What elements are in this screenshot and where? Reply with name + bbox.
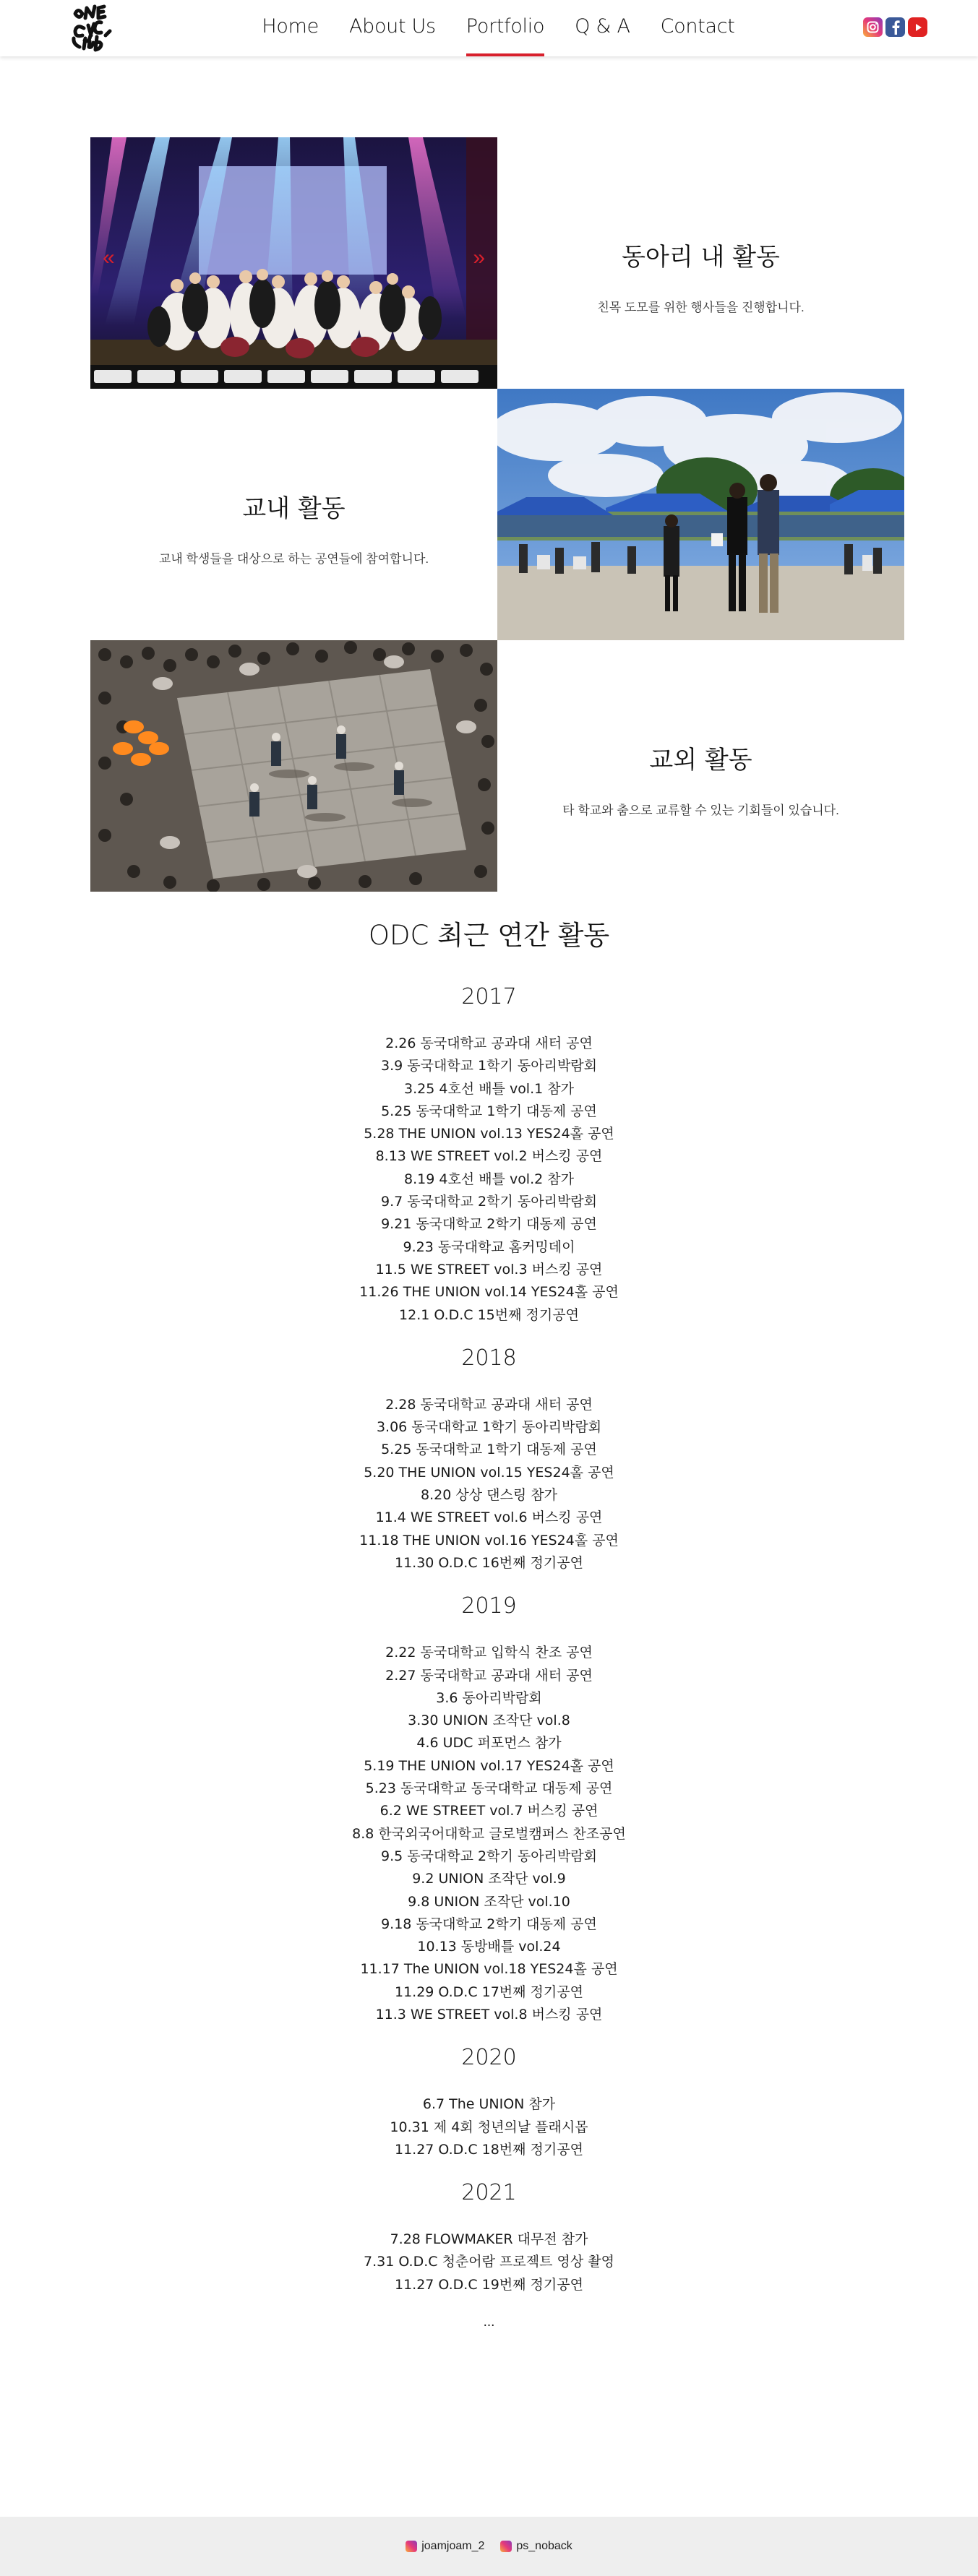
more-indicator: ... bbox=[483, 2314, 495, 2330]
nav-home[interactable]: Home bbox=[262, 15, 319, 38]
annual-activities-title: ODC 최근 연간 활동 bbox=[368, 920, 610, 951]
event-item: 7.31 O.D.C 청춘어람 프로젝트 영상 촬영 bbox=[364, 2254, 614, 2270]
event-item: 11.17 The UNION vol.18 YES24홀 공연 bbox=[360, 1961, 618, 1978]
event-item: 5.28 THE UNION vol.13 YES24홀 공연 bbox=[364, 1126, 614, 1142]
event-item: 5.20 THE UNION vol.15 YES24홀 공연 bbox=[364, 1464, 614, 1481]
instagram-icon bbox=[500, 2541, 512, 2552]
external-activity-photo-slider[interactable] bbox=[90, 640, 497, 892]
event-list bbox=[0, 1033, 978, 1327]
event-item: 8.20 상상 댄스링 참가 bbox=[421, 1487, 557, 1504]
nav-portfolio[interactable]: Portfolio bbox=[466, 0, 544, 56]
nav-about-us[interactable]: About Us bbox=[348, 15, 436, 38]
event-item: 10.31 제 4회 청년의날 플래시몹 bbox=[390, 2119, 588, 2135]
event-item: 6.7 The UNION 참가 bbox=[422, 2096, 556, 2113]
external-activity-block bbox=[497, 740, 904, 818]
instagram-icon[interactable] bbox=[863, 17, 883, 37]
external-activity-title: 교외 활동 bbox=[649, 746, 752, 775]
club-activity-photo-slider[interactable] bbox=[90, 137, 497, 389]
event-item: 9.8 UNION 조작단 vol.10 bbox=[408, 1893, 570, 1910]
instagram-account-1: joamjoam_2 bbox=[421, 2540, 485, 2552]
event-item: 3.25 4호선 배틀 vol.1 참가 bbox=[404, 1080, 574, 1097]
campus-activity-photo-slider[interactable] bbox=[497, 389, 904, 640]
year-heading: 2020 bbox=[461, 2045, 517, 2071]
event-item: 3.30 UNION 조작단 vol.8 bbox=[408, 1713, 570, 1729]
event-list bbox=[0, 1642, 978, 2026]
year-heading: 2019 bbox=[461, 1593, 517, 1619]
slider-prev-arrow[interactable]: « bbox=[103, 246, 115, 270]
event-item: 9.7 동국대학교 2학기 동아리박람회 bbox=[380, 1194, 598, 1210]
event-item: 11.5 WE STREET vol.3 버스킹 공연 bbox=[375, 1261, 603, 1278]
annual-activities-section bbox=[0, 913, 978, 2330]
event-item: 9.5 동국대학교 2학기 동아리박람회 bbox=[380, 1848, 598, 1864]
event-item: 11.27 O.D.C 19번째 정기공연 bbox=[395, 2276, 583, 2293]
event-item: 11.29 O.D.C 17번째 정기공연 bbox=[395, 1983, 583, 2000]
event-item: 11.30 O.D.C 16번째 정기공연 bbox=[395, 1554, 583, 1571]
year-heading: 2021 bbox=[461, 2180, 517, 2206]
event-item: 5.23 동국대학교 동국대학교 대동제 공연 bbox=[365, 1780, 613, 1797]
event-item: 2.26 동국대학교 공과대 새터 공연 bbox=[385, 1035, 593, 1051]
event-item: 8.13 WE STREET vol.2 버스킹 공연 bbox=[375, 1148, 603, 1165]
footer-instagram-link-1[interactable] bbox=[406, 2540, 484, 2553]
event-item: 11.26 THE UNION vol.14 YES24홀 공연 bbox=[359, 1284, 619, 1301]
club-activity-title: 동아리 내 활동 bbox=[622, 243, 780, 272]
event-item: 4.6 UDC 퍼포먼스 참가 bbox=[416, 1735, 562, 1752]
external-activity-desc: 타 학교와 춤으로 교류할 수 있는 기회들이 있습니다. bbox=[562, 804, 839, 817]
event-item: 2.22 동국대학교 입학식 찬조 공연 bbox=[385, 1645, 593, 1661]
main-menu bbox=[0, 0, 978, 56]
nav-qa[interactable]: Q & A bbox=[575, 15, 630, 38]
event-item: 3.06 동국대학교 1학기 동아리박람회 bbox=[376, 1419, 602, 1436]
year-list bbox=[0, 984, 978, 2296]
event-item: 8.19 4호선 배틀 vol.2 참가 bbox=[404, 1171, 574, 1187]
event-item: 7.28 FLOWMAKER 대무전 참가 bbox=[390, 2231, 588, 2248]
social-links bbox=[863, 17, 927, 37]
year-heading: 2017 bbox=[461, 984, 517, 1009]
youtube-icon[interactable] bbox=[908, 17, 927, 37]
footer-instagram-link-2[interactable] bbox=[500, 2540, 572, 2553]
campus-activity-block bbox=[90, 488, 497, 567]
event-item: 5.25 동국대학교 1학기 대동제 공연 bbox=[381, 1103, 597, 1119]
event-item: 2.27 동국대학교 공과대 새터 공연 bbox=[385, 1667, 593, 1684]
event-item: 11.27 O.D.C 18번째 정기공연 bbox=[395, 2141, 583, 2158]
event-item: 11.3 WE STREET vol.8 버스킹 공연 bbox=[375, 2006, 603, 2023]
event-item: 8.8 한국외국어대학교 글로벌캠퍼스 찬조공연 bbox=[352, 1825, 626, 1842]
slider-next-arrow[interactable]: » bbox=[473, 246, 485, 270]
event-item: 6.2 WE STREET vol.7 버스킹 공연 bbox=[379, 1803, 599, 1819]
event-item: 11.4 WE STREET vol.6 버스킹 공연 bbox=[375, 1509, 603, 1526]
event-item: 9.18 동국대학교 2학기 대동제 공연 bbox=[381, 1916, 597, 1932]
campus-activity-title: 교내 활동 bbox=[242, 494, 346, 523]
event-list bbox=[0, 2093, 978, 2161]
event-item: 5.19 THE UNION vol.17 YES24홀 공연 bbox=[364, 1757, 614, 1774]
instagram-icon bbox=[406, 2541, 417, 2552]
nav-contact[interactable]: Contact bbox=[660, 15, 735, 38]
activities-section bbox=[0, 56, 978, 909]
instagram-account-2: ps_noback bbox=[516, 2540, 572, 2552]
event-list bbox=[0, 1394, 978, 1575]
event-item: 12.1 O.D.C 15번째 정기공연 bbox=[399, 1306, 579, 1323]
facebook-icon[interactable] bbox=[885, 17, 905, 37]
top-navbar bbox=[0, 0, 978, 56]
event-item: 3.9 동국대학교 1학기 동아리박람회 bbox=[380, 1058, 598, 1074]
event-item: 3.6 동아리박람회 bbox=[436, 1689, 542, 1706]
club-activity-block bbox=[497, 237, 904, 315]
event-item: 11.18 THE UNION vol.16 YES24홀 공연 bbox=[359, 1532, 619, 1548]
year-heading: 2018 bbox=[461, 1345, 517, 1371]
event-item: 9.21 동국대학교 2학기 대동제 공연 bbox=[381, 1216, 597, 1233]
event-list bbox=[0, 2228, 978, 2296]
event-item: 2.28 동국대학교 공과대 새터 공연 bbox=[385, 1396, 593, 1413]
event-item: 9.23 동국대학교 홈커밍데이 bbox=[403, 1239, 575, 1255]
club-activity-desc: 친목 도모를 위한 행사들을 진행합니다. bbox=[597, 301, 805, 314]
campus-activity-desc: 교내 학생들을 대상으로 하는 공연들에 참여합니다. bbox=[158, 552, 429, 566]
event-item: 9.2 UNION 조작단 vol.9 bbox=[412, 1871, 566, 1887]
footer bbox=[0, 2517, 978, 2576]
event-item: 5.25 동국대학교 1학기 대동제 공연 bbox=[381, 1442, 597, 1458]
event-item: 10.13 동방배틀 vol.24 bbox=[417, 1939, 561, 1955]
